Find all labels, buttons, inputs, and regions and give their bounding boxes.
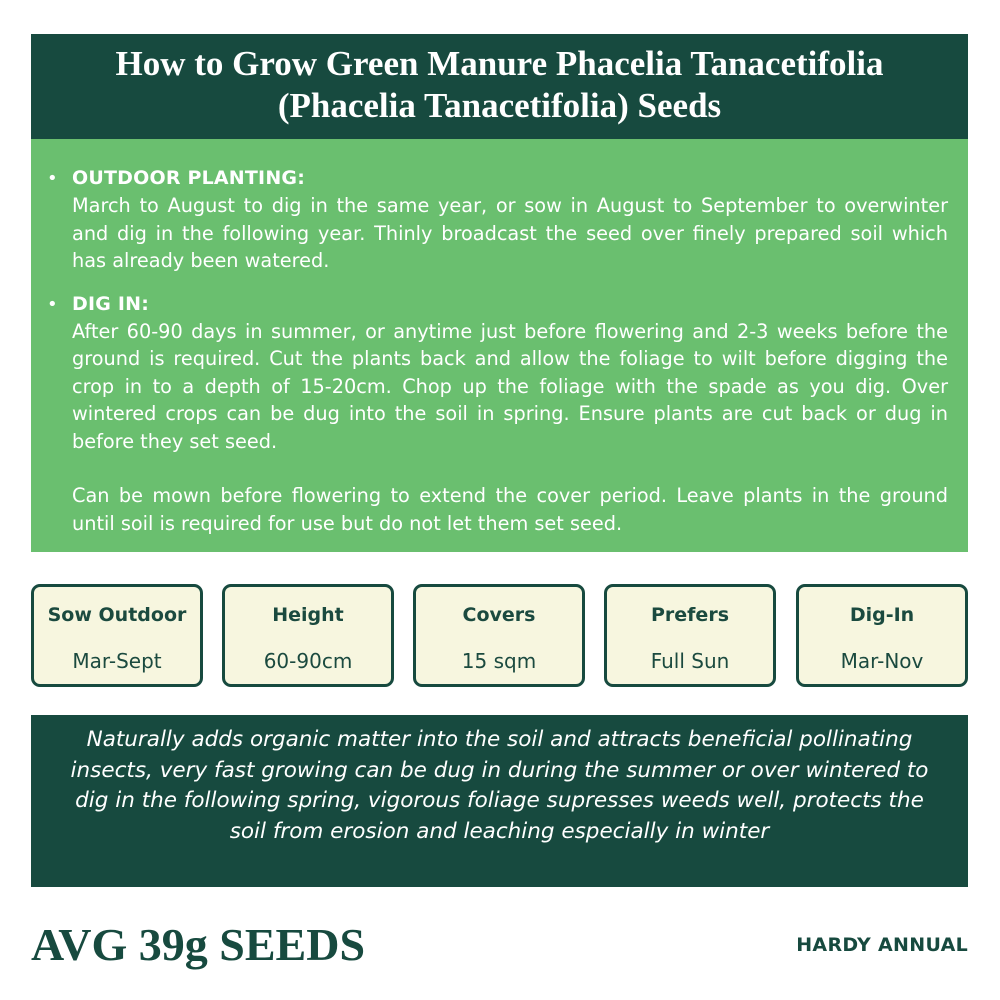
stat-value: Mar-Nov xyxy=(840,649,924,673)
outdoor-planting-title: OUTDOOR PLANTING: xyxy=(72,167,306,189)
page-title-line-1: How to Grow Green Manure Phacelia Tanacetifolia xyxy=(115,44,884,83)
stat-value: 60-90cm xyxy=(263,649,353,673)
benefits-banner: Naturally adds organic matter into the soil and attracts beneficial pollinating insects, very fast growing can be dug in during the summer or over wintered to dig in the following spring, vigorous foliage supresses weeds well, protects the soil from erosion and leaching especially in winter xyxy=(31,715,968,887)
stat-card-height xyxy=(222,584,394,687)
stat-label: Dig-In xyxy=(849,604,915,626)
stats-row xyxy=(31,584,968,687)
outdoor-planting-text: March to August to dig in the same year, or sow in August to September to overwinter and dig in the following year. Thinly broadcast the seed over finely prepared soil which has already been watered. xyxy=(72,194,948,272)
bullet-icon: • xyxy=(47,168,58,189)
stat-card-dig-in xyxy=(796,584,968,687)
plant-type-label: HARDY ANNUAL xyxy=(796,934,968,956)
stat-label: Height xyxy=(272,604,344,626)
stat-value: Full Sun xyxy=(650,649,730,673)
page-title-line-2: (Phacelia Tanacetifolia) Seeds xyxy=(277,86,722,125)
stat-card-sow-outdoor xyxy=(31,584,203,687)
dig-in-section xyxy=(47,291,948,538)
dig-in-title: DIG IN: xyxy=(72,292,150,315)
stat-label: Prefers xyxy=(650,604,729,626)
dig-in-text: After 60-90 days in summer, or anytime just before flowering and 2-3 weeks before the ground is required. Cut the plants back and allow the foliage to wilt before digging the crop in to a depth of 15-20cm. Chop up the foliage with the spade as you dig. Over wintered crops can be dug into the soil in spring. Ensure plants are cut back or dug in before they set seed. xyxy=(72,319,948,453)
stat-value: 15 sqm xyxy=(461,649,537,673)
page-title xyxy=(31,34,968,139)
stat-card-prefers xyxy=(604,584,776,687)
stat-label: Sow Outdoor xyxy=(47,604,187,626)
stat-card-covers xyxy=(413,584,585,687)
outdoor-planting-section xyxy=(47,165,948,275)
instructions-panel xyxy=(31,139,968,552)
mowing-note: Can be mown before flowering to extend the cover period. Leave plants in the ground until soil is required for use but do not let them set seed. xyxy=(72,484,948,535)
stat-value: Mar-Sept xyxy=(72,649,162,673)
seed-weight: AVG 39g SEEDS xyxy=(31,919,366,970)
stat-label: Covers xyxy=(462,604,536,626)
bullet-icon: • xyxy=(47,293,58,315)
